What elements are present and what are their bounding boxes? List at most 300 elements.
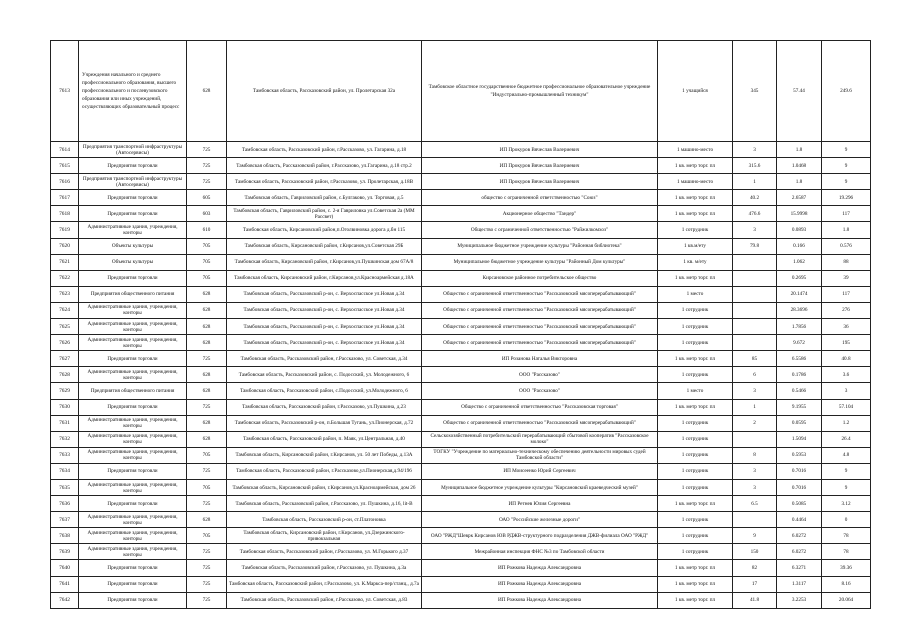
- value-3-cell: 26.4: [822, 431, 871, 447]
- value-3-cell: 8.16: [822, 576, 871, 592]
- code-cell: 628: [187, 367, 227, 383]
- code-cell: 705: [187, 254, 227, 270]
- row-id-cell: 7631: [51, 415, 79, 431]
- value-3-cell: 9: [822, 479, 871, 495]
- category-cell: Предприятия торговли: [79, 158, 187, 174]
- row-id-cell: 7642: [51, 592, 79, 608]
- unit-cell: 1 сотрудник: [658, 479, 733, 495]
- row-id-cell: 7638: [51, 528, 79, 544]
- organization-cell: Общество с ограниченной ответственностью "Райжилкомхоз": [422, 222, 658, 238]
- table-row: [51, 544, 871, 560]
- address-cell: Тамбовская область, Рассказовский район, ул. Пролетарская 32а: [227, 41, 422, 142]
- value-3-cell: 0: [822, 512, 871, 528]
- category-cell: Предприятия торговли: [79, 576, 187, 592]
- code-cell: 725: [187, 399, 227, 415]
- value-3-cell: 3.6: [822, 367, 871, 383]
- unit-cell: 1 кв. метр торг. пл: [658, 592, 733, 608]
- value-3-cell: 78: [822, 544, 871, 560]
- organization-cell: Общество с ограниченной ответственностью "Рассказовский мясоперерабатывающий": [422, 415, 658, 431]
- code-cell: 628: [187, 512, 227, 528]
- value-1-cell: 85: [733, 351, 777, 367]
- code-cell: 725: [187, 592, 227, 608]
- value-1-cell: 17: [733, 576, 777, 592]
- value-1-cell: 79.8: [733, 238, 777, 254]
- category-cell: Административные здания, учреждения, конторы: [79, 479, 187, 495]
- value-3-cell: 88: [822, 254, 871, 270]
- organization-cell: Муниципальное бюджетное учреждение культуры "Кирсановский краеведческий музей": [422, 479, 658, 495]
- code-cell: 725: [187, 351, 227, 367]
- category-cell: Административные здания, учреждения, конторы: [79, 415, 187, 431]
- code-cell: 705: [187, 447, 227, 463]
- table-row: [51, 302, 871, 318]
- value-3-cell: 39.36: [822, 560, 871, 576]
- table-row: [51, 415, 871, 431]
- organization-cell: ИП Моисеенко Юрий Сергеевич: [422, 463, 658, 479]
- code-cell: 725: [187, 463, 227, 479]
- unit-cell: 1 сотрудник: [658, 528, 733, 544]
- category-cell: Предприятия торговли: [79, 399, 187, 415]
- row-id-cell: 7637: [51, 512, 79, 528]
- value-2-cell: 0.2695: [777, 270, 822, 286]
- category-cell: Предприятия транспортной инфраструктуры (Автосервисы): [79, 174, 187, 190]
- category-cell: Предприятия торговли: [79, 351, 187, 367]
- unit-cell: 1 кв. метр торг. пл: [658, 158, 733, 174]
- value-2-cell: 2.6587: [777, 190, 822, 206]
- value-1-cell: 3: [733, 479, 777, 495]
- table-row: [51, 174, 871, 190]
- row-id-cell: 7613: [51, 41, 79, 142]
- row-id-cell: 7640: [51, 560, 79, 576]
- organization-cell: Общество с ограниченной ответственностью "Рассказовский мясоперерабатывающий": [422, 302, 658, 318]
- code-cell: 705: [187, 528, 227, 544]
- code-cell: 628: [187, 415, 227, 431]
- address-cell: Тамбовская область, Кирсановский район, г.Кирсанов,ул.Красноармейская д.18А: [227, 270, 422, 286]
- value-3-cell: 19.296: [822, 190, 871, 206]
- row-id-cell: 7622: [51, 270, 79, 286]
- unit-cell: 1 сотрудник: [658, 335, 733, 351]
- table-row: [51, 254, 871, 270]
- value-2-cell: 28.3696: [777, 302, 822, 318]
- table-row: [51, 158, 871, 174]
- table-row: [51, 431, 871, 447]
- value-3-cell: 40.8: [822, 351, 871, 367]
- table-row: [51, 399, 871, 415]
- value-2-cell: 6.3271: [777, 560, 822, 576]
- row-id-cell: 7626: [51, 335, 79, 351]
- value-3-cell: 1.8: [822, 222, 871, 238]
- table-row: [51, 190, 871, 206]
- value-3-cell: 3: [822, 383, 871, 399]
- organization-cell: ОАО "РЖД"Шеврк Кирсанов ЮВ РДЖВ-структурного подразделения ДЖВ-филиала ОАО "РЖД": [422, 528, 658, 544]
- organization-cell: ООО "Рассказово": [422, 383, 658, 399]
- row-id-cell: 7623: [51, 286, 79, 302]
- row-id-cell: 7634: [51, 463, 79, 479]
- organization-cell: Общество с ограниченной ответственностью "Рассказовский мясоперерабатывающий": [422, 335, 658, 351]
- value-1-cell: 6.5: [733, 496, 777, 512]
- table-row: [51, 560, 871, 576]
- value-3-cell: 3.12: [822, 496, 871, 512]
- row-id-cell: 7633: [51, 447, 79, 463]
- code-cell: 725: [187, 560, 227, 576]
- organization-cell: Сельскохозяйственный потребительский перерабатывающий сбытовой кооператив "Рассказовское молоко": [422, 431, 658, 447]
- value-3-cell: 117: [822, 286, 871, 302]
- value-1-cell: 3: [733, 142, 777, 158]
- unit-cell: 1 сотрудник: [658, 544, 733, 560]
- value-1-cell: [733, 270, 777, 286]
- unit-cell: 1 сотрудник: [658, 463, 733, 479]
- code-cell: 725: [187, 158, 227, 174]
- unit-cell: 1 кв. метр торг. пл: [658, 576, 733, 592]
- value-2-cell: 6.5586: [777, 351, 822, 367]
- table-row: [51, 576, 871, 592]
- code-cell: 628: [187, 41, 227, 142]
- value-2-cell: 1.7856: [777, 319, 822, 335]
- code-cell: 705: [187, 238, 227, 254]
- value-3-cell: 276: [822, 302, 871, 318]
- value-1-cell: [733, 302, 777, 318]
- value-2-cell: 1.0468: [777, 158, 822, 174]
- address-cell: Тамбовская область, Рассказовский район, г.Рассказово, ул.Пушкина, д.23: [227, 399, 422, 415]
- value-2-cell: 20.1474: [777, 286, 822, 302]
- unit-cell: 1 кв. метр торг. пл: [658, 560, 733, 576]
- value-2-cell: 57.44: [777, 41, 822, 142]
- value-1-cell: [733, 431, 777, 447]
- value-1-cell: 150: [733, 544, 777, 560]
- category-cell: Административные здания, учреждения, конторы: [79, 367, 187, 383]
- unit-cell: 1 кв. метр торг. пл: [658, 351, 733, 367]
- organization-cell: ТОГКУ "Учреждение по материально-техническому обеспечению деятельности мировых судей Тамбовской области": [422, 447, 658, 463]
- address-cell: Тамбовская область, Кирсановский район,п.Оголвиновка дорога д.бн 115: [227, 222, 422, 238]
- row-id-cell: 7621: [51, 254, 79, 270]
- table-row: [51, 41, 871, 142]
- address-cell: Тамбовская область, Рассказовский р-он, с. Верхоспасское ул.Новая д.34: [227, 319, 422, 335]
- value-1-cell: [733, 335, 777, 351]
- value-1-cell: 1: [733, 399, 777, 415]
- organization-cell: Общество с ограниченной ответственностью "Рассказовская торговая": [422, 399, 658, 415]
- organization-cell: ИП Рожкова Надежда Александровна: [422, 576, 658, 592]
- value-1-cell: 315.6: [733, 158, 777, 174]
- value-2-cell: 9.1955: [777, 399, 822, 415]
- unit-cell: 1 кв.м/ету: [658, 238, 733, 254]
- unit-cell: 1 сотрудник: [658, 512, 733, 528]
- value-2-cell: 0.0893: [777, 222, 822, 238]
- code-cell: 610: [187, 222, 227, 238]
- category-cell: Административные здания, учреждения, конторы: [79, 222, 187, 238]
- address-cell: Тамбовская область, Рассказовский р-он, с. Верхоспасское ул.Новая д.34: [227, 335, 422, 351]
- code-cell: 725: [187, 142, 227, 158]
- code-cell: 705: [187, 270, 227, 286]
- unit-cell: 1 сотрудник: [658, 415, 733, 431]
- category-cell: Административные здания, учреждения, конторы: [79, 335, 187, 351]
- category-cell: Предприятия торговли: [79, 463, 187, 479]
- row-id-cell: 7628: [51, 367, 79, 383]
- code-cell: 725: [187, 174, 227, 190]
- unit-cell: 1 сотрудник: [658, 367, 733, 383]
- address-cell: Тамбовская область, Кирсановский район, г.Кирсанов, ул.Дзержинского-привокзальная: [227, 528, 422, 544]
- value-2-cell: 6.0272: [777, 528, 822, 544]
- value-3-cell: 9: [822, 174, 871, 190]
- value-2-cell: 0.1786: [777, 367, 822, 383]
- value-2-cell: 1.8: [777, 174, 822, 190]
- organization-cell: ИП Рожкова Надежда Александровна: [422, 592, 658, 608]
- category-cell: Административные здания, учреждения, конторы: [79, 528, 187, 544]
- organization-cell: ИП Прокуров Вячеслав Валериевич: [422, 174, 658, 190]
- address-cell: Тамбовская область, Рассказовский район, г.Рассказово, ул. Советская, д.83: [227, 592, 422, 608]
- address-cell: Тамбовская область, Рассказовский район, г.Рассказово, ул. К.Маркса-пер/станц., д.7а: [227, 576, 422, 592]
- value-2-cell: 9.672: [777, 335, 822, 351]
- row-id-cell: 7620: [51, 238, 79, 254]
- row-id-cell: 7630: [51, 399, 79, 415]
- code-cell: 725: [187, 496, 227, 512]
- category-cell: Предприятия торговли: [79, 560, 187, 576]
- value-1-cell: 1: [733, 174, 777, 190]
- code-cell: 705: [187, 479, 227, 495]
- address-cell: Тамбовская область, Рассказовский район, г.Рассказово, ул.Гагарина, д.18 стр.2: [227, 158, 422, 174]
- table-row: [51, 592, 871, 608]
- table-row: [51, 479, 871, 495]
- value-3-cell: 78: [822, 528, 871, 544]
- address-cell: Тамбовская область, Кирсановский район, г.Кирсанов, ул. 50 лет Победы, д.13А: [227, 447, 422, 463]
- unit-cell: 1 машино-место: [658, 142, 733, 158]
- value-3-cell: 117: [822, 206, 871, 222]
- unit-cell: 1 учащийся: [658, 41, 733, 142]
- address-cell: Тамбовская область, Рассказовский район, п. Маяк, ул.Центральная, д.40: [227, 431, 422, 447]
- unit-cell: 1 сотрудник: [658, 319, 733, 335]
- table-row: [51, 367, 871, 383]
- row-id-cell: 7614: [51, 142, 79, 158]
- category-cell: Административные здания, учреждения, конторы: [79, 512, 187, 528]
- address-cell: Тамбовская область, Рассказовский район, с. Подосский, ул. Молодежного, 6: [227, 367, 422, 383]
- table-row: [51, 286, 871, 302]
- address-cell: Тамбовская область, Кирсановский район, г.Кирсанов,ул.Советская 29Б: [227, 238, 422, 254]
- category-cell: Административные здания, учреждения, конторы: [79, 431, 187, 447]
- value-2-cell: 0.166: [777, 238, 822, 254]
- table-row: [51, 142, 871, 158]
- category-cell: Предприятия общественного питания: [79, 286, 187, 302]
- code-cell: 628: [187, 302, 227, 318]
- unit-cell: 1 машино-место: [658, 174, 733, 190]
- address-cell: Тамбовская область, Рассказовский район, г.Рассказово, ул. Пролетарская, д.18В: [227, 174, 422, 190]
- address-cell: Тамбовская область, Рассказовский р-он, п.Большая Тугань, ул.Пионерская, д.72: [227, 415, 422, 431]
- category-cell: Административные здания, учреждения, конторы: [79, 319, 187, 335]
- table-row: [51, 528, 871, 544]
- value-2-cell: 3.2253: [777, 592, 822, 608]
- unit-cell: 1 сотрудник: [658, 431, 733, 447]
- value-1-cell: 82: [733, 560, 777, 576]
- organization-cell: ИП Прокуров Вячеслав Валериевич: [422, 142, 658, 158]
- organization-cell: Общество с ограниченной ответственностью "Рассказовский мясоперерабатывающий": [422, 286, 658, 302]
- organization-cell: общество с ограниченной ответственностью "Союз": [422, 190, 658, 206]
- address-cell: Тамбовская область, Кирсановский район, г.Кирсанов,ул.Пушкинская дом 67А/8: [227, 254, 422, 270]
- address-cell: Тамбовская область, Рассказовский район, с.Подосский, ул.Молодежного, 6: [227, 383, 422, 399]
- value-1-cell: 345: [733, 41, 777, 142]
- code-cell: 628: [187, 286, 227, 302]
- value-3-cell: 57.104: [822, 399, 871, 415]
- code-cell: 725: [187, 576, 227, 592]
- organization-cell: Общество с ограниченной ответственностью "Рассказовский мясоперерабатывающий": [422, 319, 658, 335]
- table-row: [51, 319, 871, 335]
- organization-cell: ИП Ретнев Юлия Сергеевна: [422, 496, 658, 512]
- value-2-cell: 1.8: [777, 142, 822, 158]
- unit-cell: 1 кв. метр торг. пл: [658, 270, 733, 286]
- address-cell: Тамбовская область, Рассказовский район, г.Рассказово, ул. Советская, д.34: [227, 351, 422, 367]
- address-cell: Тамбовская область, Рассказовский р-он, с. Верхоспасское ул.Новая д.34: [227, 286, 422, 302]
- address-cell: Тамбовская область, Кирсановский район, г.Кирсанов,ул.Красноармейская, дом 26: [227, 479, 422, 495]
- table-row: [51, 351, 871, 367]
- table-row: [51, 222, 871, 238]
- organization-cell: ИП Рожкова Надежда Александровна: [422, 560, 658, 576]
- code-cell: 605: [187, 190, 227, 206]
- row-id-cell: 7624: [51, 302, 79, 318]
- unit-cell: 1 место: [658, 383, 733, 399]
- category-cell: Административные здания, учреждения, конторы: [79, 544, 187, 560]
- value-3-cell: 249.6: [822, 41, 871, 142]
- category-cell: Предприятия общественного питания: [79, 383, 187, 399]
- organization-cell: Кирсановское районное потребительское общество: [422, 270, 658, 286]
- value-2-cell: 15.9998: [777, 206, 822, 222]
- organization-cell: ИП Розанова Наталья Викторовна: [422, 351, 658, 367]
- code-cell: 603: [187, 206, 227, 222]
- category-cell: Предприятия торговли: [79, 496, 187, 512]
- row-id-cell: 7629: [51, 383, 79, 399]
- value-2-cell: 0.0595: [777, 415, 822, 431]
- address-cell: Тамбовская область, Рассказовский район, г.Рассказово, ул. Пушкина, д.16, lit-В: [227, 496, 422, 512]
- code-cell: 628: [187, 319, 227, 335]
- address-cell: Тамбовская область, Рассказовский район, г.Рассказово, ул. Пушкина, д.3а: [227, 560, 422, 576]
- row-id-cell: 7615: [51, 158, 79, 174]
- value-3-cell: 9: [822, 142, 871, 158]
- value-1-cell: 40.2: [733, 190, 777, 206]
- organization-cell: ИП Прокуров Вячеслав Валериевич: [422, 158, 658, 174]
- table-row: [51, 270, 871, 286]
- value-2-cell: 0.5085: [777, 496, 822, 512]
- value-1-cell: 3: [733, 222, 777, 238]
- row-id-cell: 7641: [51, 576, 79, 592]
- table-row: [51, 335, 871, 351]
- value-1-cell: 3: [733, 383, 777, 399]
- unit-cell: 1 кв. метр торг. пл: [658, 206, 733, 222]
- category-cell: Учреждения начального и среднего профессионального образования, высшего профессионального и послевузовского образования или иных учреждений, осуществляющих образовательный процесс: [79, 41, 187, 142]
- value-2-cell: 0.7016: [777, 463, 822, 479]
- row-id-cell: 7627: [51, 351, 79, 367]
- row-id-cell: 7635: [51, 479, 79, 495]
- category-cell: Предприятия торговли: [79, 206, 187, 222]
- address-cell: Тамбовская область, Рассказовский район, г.Рассказово,ул.Пионерская,д.94/196: [227, 463, 422, 479]
- value-1-cell: 3: [733, 463, 777, 479]
- unit-cell: 1 кв. метр торг. пл: [658, 399, 733, 415]
- value-2-cell: 6.0272: [777, 544, 822, 560]
- address-cell: Тамбовская область, Рассказовский р-он, ст.Платоновка: [227, 512, 422, 528]
- table-row: [51, 383, 871, 399]
- code-cell: 725: [187, 544, 227, 560]
- value-1-cell: 9: [733, 528, 777, 544]
- value-1-cell: 6: [733, 367, 777, 383]
- organization-cell: Муниципальное бюджетное учреждение культуры "Районная библиотека": [422, 238, 658, 254]
- code-cell: 628: [187, 431, 227, 447]
- unit-cell: 1 сотрудник: [658, 222, 733, 238]
- value-1-cell: [733, 286, 777, 302]
- row-id-cell: 7636: [51, 496, 79, 512]
- value-2-cell: 1.5094: [777, 431, 822, 447]
- organization-cell: Тамбовское областное государственное бюджетное профессиональное образовательное учреждение "Индустриально-промышленный техникум": [422, 41, 658, 142]
- row-id-cell: 7619: [51, 222, 79, 238]
- value-1-cell: 2: [733, 415, 777, 431]
- address-cell: Тамбовская область, Рассказовский р-он, с. Верхоспасское ул.Новая д.34: [227, 302, 422, 318]
- value-3-cell: 9: [822, 158, 871, 174]
- address-cell: Тамбовская область, Рассказовский район, г.Рассказово, ул. Гагарина, д.18: [227, 142, 422, 158]
- value-1-cell: [733, 254, 777, 270]
- address-cell: Тамбовская область, Рассказовский район, г.Рассказово, ул. М.Горького д.37: [227, 544, 422, 560]
- value-3-cell: 4.8: [822, 447, 871, 463]
- value-1-cell: 41.8: [733, 592, 777, 608]
- address-cell: Тамбовская область, Гавриловский район, с. 2-я Гавриловка ул.Советская 2а (ММ Рассвет): [227, 206, 422, 222]
- table-row: [51, 238, 871, 254]
- value-2-cell: 0.5466: [777, 383, 822, 399]
- category-cell: Предприятия транспортной инфраструктуры (Автосервисы): [79, 142, 187, 158]
- row-id-cell: 7625: [51, 319, 79, 335]
- value-2-cell: 1.3117: [777, 576, 822, 592]
- table-row: [51, 447, 871, 463]
- value-1-cell: [733, 512, 777, 528]
- table-row: [51, 512, 871, 528]
- row-id-cell: 7632: [51, 431, 79, 447]
- organization-cell: ООО "Рассказово": [422, 367, 658, 383]
- organization-cell: Муниципальное бюджетное учреждение культуры "Районный Дом культуры": [422, 254, 658, 270]
- category-cell: Административные здания, учреждения, конторы: [79, 302, 187, 318]
- unit-cell: 1 кв. метр торг. пл: [658, 496, 733, 512]
- value-3-cell: 9: [822, 463, 871, 479]
- value-2-cell: 1.062: [777, 254, 822, 270]
- value-3-cell: 20.064: [822, 592, 871, 608]
- value-1-cell: 476.6: [733, 206, 777, 222]
- registry-table: [50, 40, 871, 609]
- category-cell: Административные здания, учреждения, конторы: [79, 447, 187, 463]
- value-1-cell: [733, 319, 777, 335]
- value-2-cell: 0.7016: [777, 479, 822, 495]
- unit-cell: 1 место: [658, 286, 733, 302]
- organization-cell: Акционерное общество "Тандер": [422, 206, 658, 222]
- value-2-cell: 0.4464: [777, 512, 822, 528]
- code-cell: 628: [187, 383, 227, 399]
- table-row: [51, 463, 871, 479]
- value-1-cell: 8: [733, 447, 777, 463]
- category-cell: Объекты культуры: [79, 238, 187, 254]
- code-cell: 628: [187, 335, 227, 351]
- row-id-cell: 7639: [51, 544, 79, 560]
- row-id-cell: 7616: [51, 174, 79, 190]
- unit-cell: 1 кв. метр торг. пл: [658, 190, 733, 206]
- organization-cell: ОАО "Российские железные дороги": [422, 512, 658, 528]
- value-3-cell: 39: [822, 270, 871, 286]
- category-cell: Предприятия торговли: [79, 592, 187, 608]
- unit-cell: 1 кв. м/ету: [658, 254, 733, 270]
- address-cell: Тамбовская область, Гавриловский район, с.Булгаково, ул. Торговая, д.5: [227, 190, 422, 206]
- row-id-cell: 7617: [51, 190, 79, 206]
- unit-cell: 1 сотрудник: [658, 447, 733, 463]
- table-row: [51, 496, 871, 512]
- category-cell: Предприятия торговли: [79, 190, 187, 206]
- value-3-cell: 1.2: [822, 415, 871, 431]
- row-id-cell: 7618: [51, 206, 79, 222]
- unit-cell: 1 сотрудник: [658, 302, 733, 318]
- value-3-cell: 36: [822, 319, 871, 335]
- value-2-cell: 0.5953: [777, 447, 822, 463]
- category-cell: Объекты культуры: [79, 254, 187, 270]
- category-cell: Предприятия торговли: [79, 270, 187, 286]
- organization-cell: Межрайонная инспекция ФНС №3 по Тамбовской области: [422, 544, 658, 560]
- value-3-cell: 0.576: [822, 238, 871, 254]
- table-row: [51, 206, 871, 222]
